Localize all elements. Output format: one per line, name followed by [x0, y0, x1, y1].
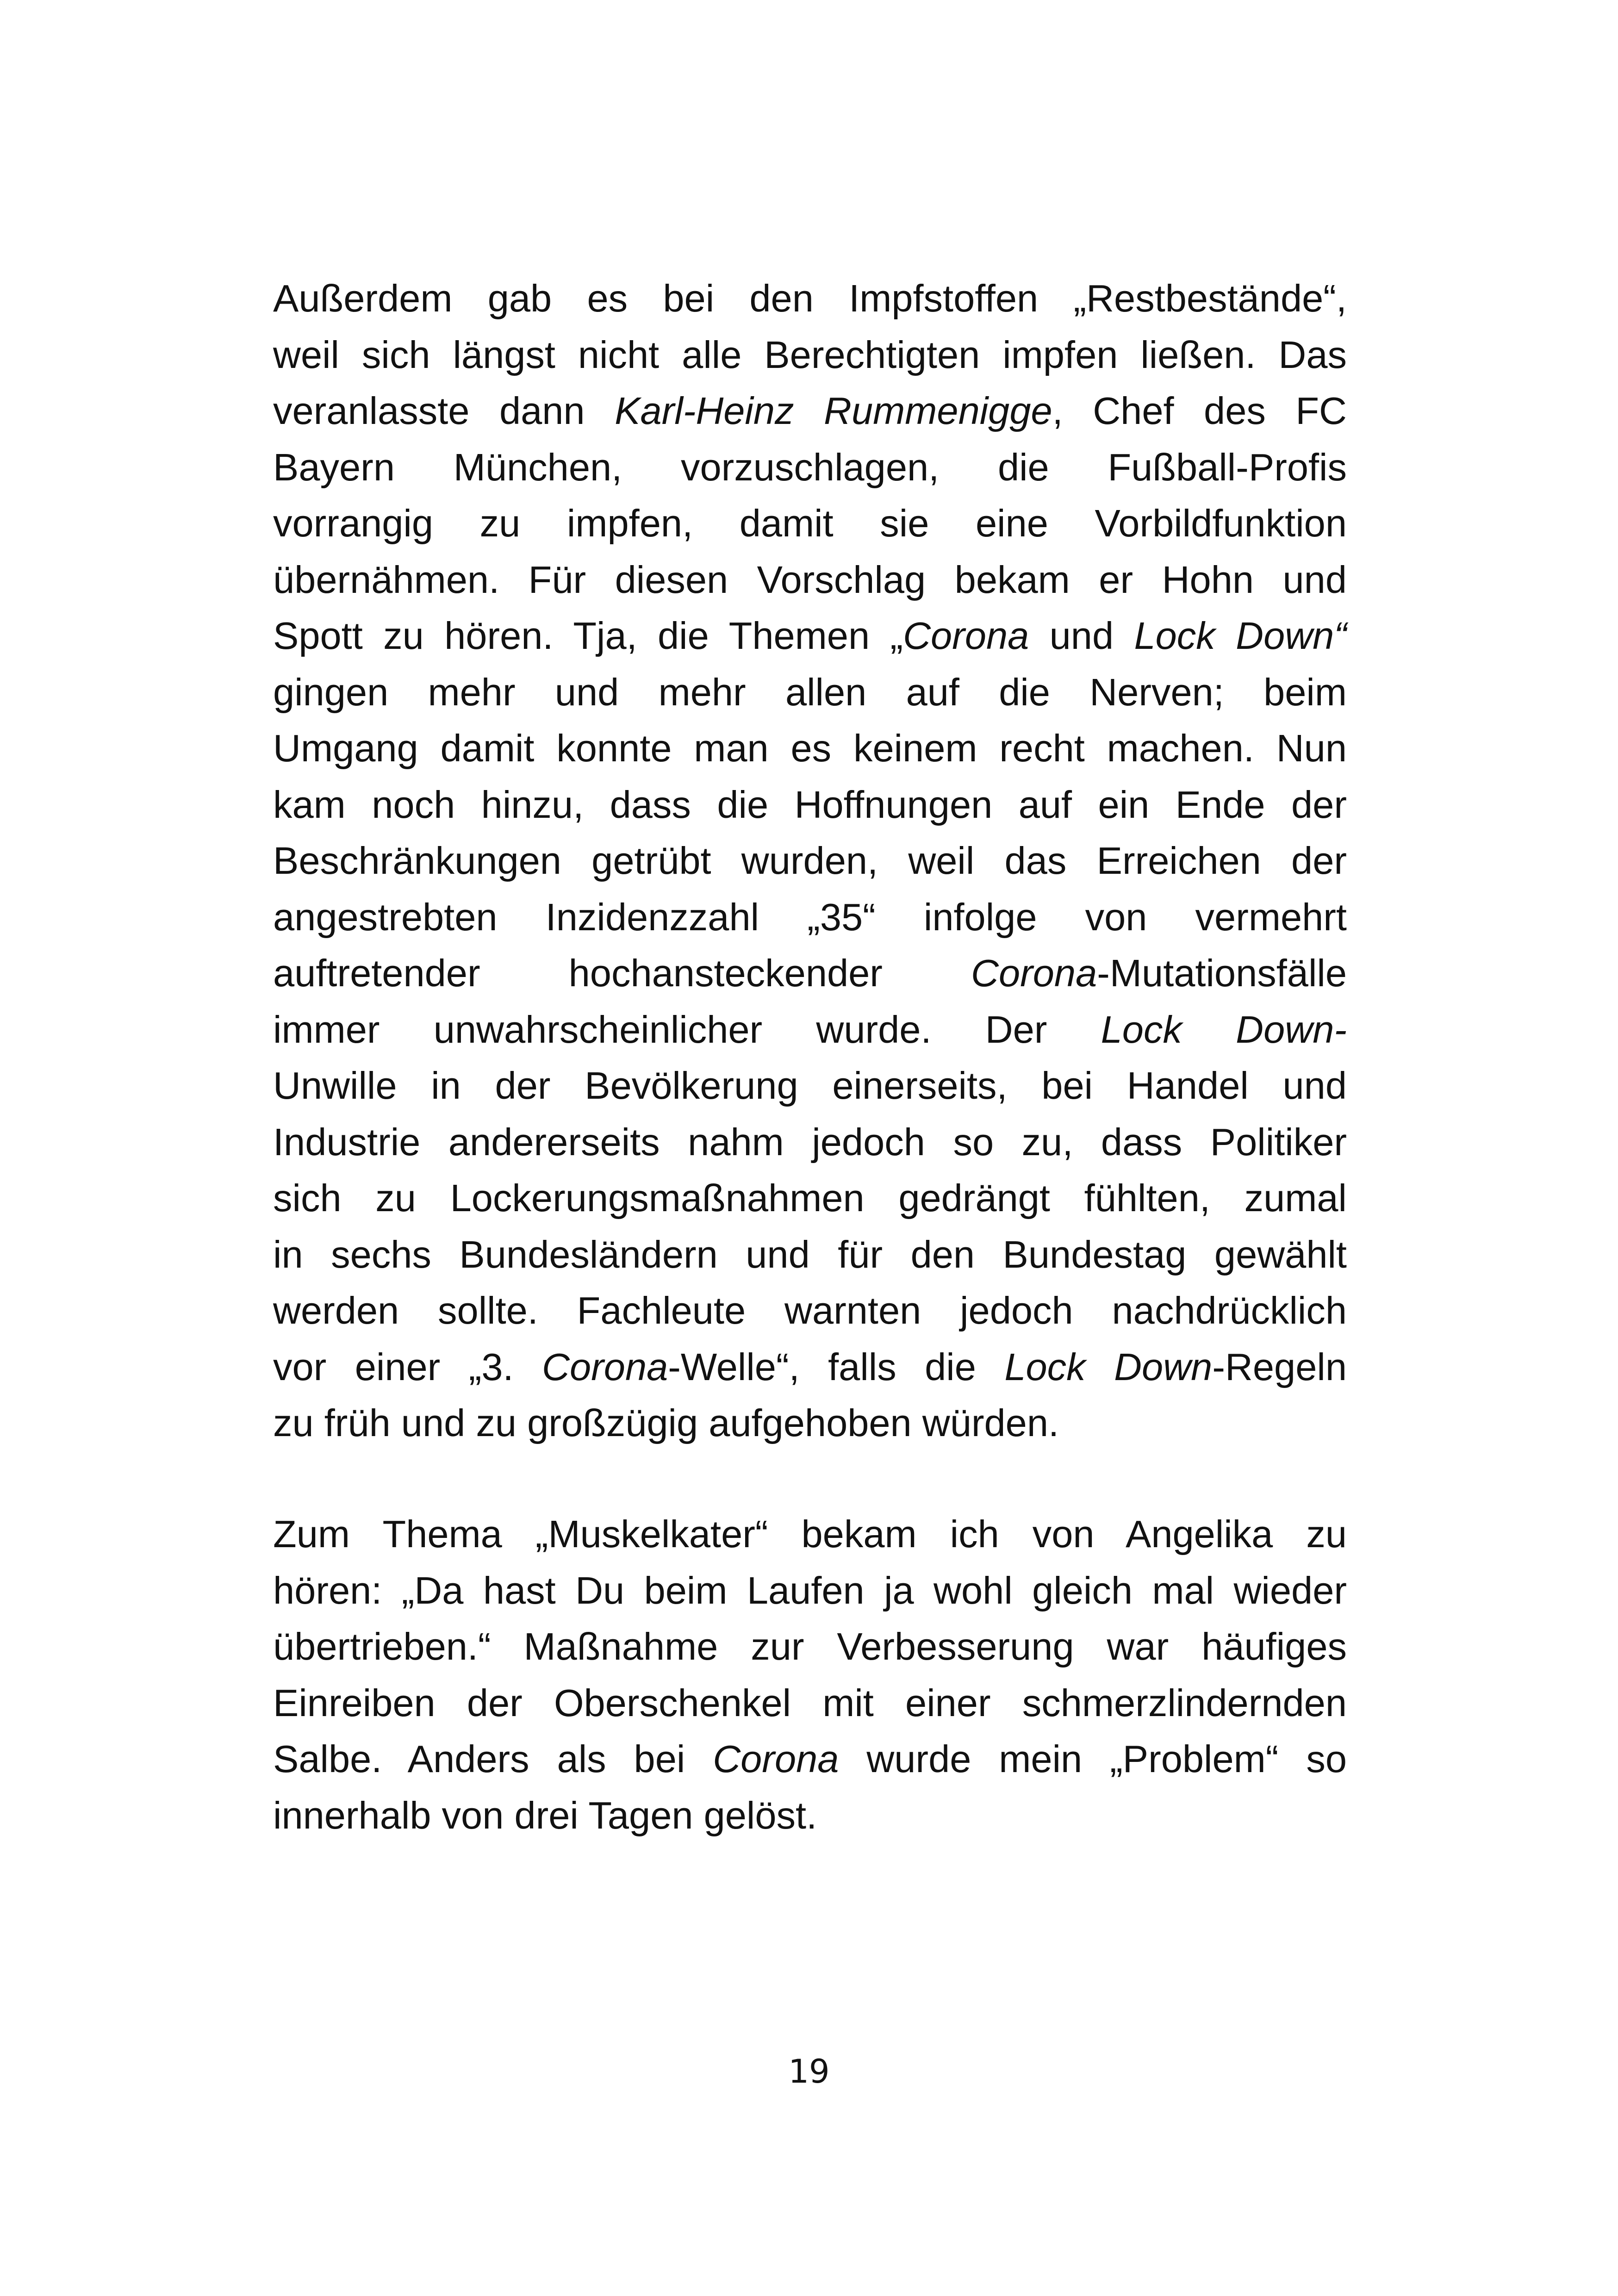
text-line [273, 495, 1347, 552]
text-run: hören: „Da hast Du beim Laufen ja wohl gleich mal wieder [273, 1568, 1347, 1612]
text-line [273, 720, 1347, 777]
text-line [273, 664, 1347, 721]
text-run: in sechs Bundesländern und für den Bundestag gewählt [273, 1232, 1347, 1276]
text-run: Spott zu hören. Tja, die Themen „ [273, 614, 903, 657]
text-line [273, 1058, 1347, 1114]
text-line [273, 1226, 1347, 1283]
text-line [273, 552, 1347, 608]
paragraph-2 [273, 1506, 1347, 1843]
text-run: kam noch hinzu, dass die Hoffnungen auf ein Ende der [273, 783, 1347, 826]
text-run: -Mutationsfälle [1097, 952, 1347, 995]
italic-text: Corona [542, 1345, 668, 1388]
page-number: 19 [788, 2053, 830, 2091]
text-run: vor einer „3. [273, 1345, 542, 1388]
text-run: wurde mein „Problem“ so [839, 1737, 1347, 1780]
text-line [273, 270, 1347, 327]
text-line [273, 608, 1347, 664]
italic-text: Corona [971, 952, 1097, 995]
text-run: gingen mehr und mehr allen auf die Nerven; beim [273, 670, 1347, 714]
text-run: Außerdem gab es bei den Impfstoffen „Restbestände“, [273, 277, 1347, 320]
text-line [273, 833, 1347, 889]
text-run: werden sollte. Fachleute warnten jedoch nachdrücklich [273, 1289, 1347, 1332]
text-line [273, 1395, 1347, 1451]
italic-text: Lock Down- [1101, 1008, 1347, 1051]
text-run: , Chef des FC [1052, 389, 1347, 432]
text-run: sich zu Lockerungsmaßnahmen gedrängt fühlten, zumal [273, 1176, 1347, 1220]
text-line [273, 1170, 1347, 1226]
text-run: übernähmen. Für diesen Vorschlag bekam er Hohn und [273, 558, 1347, 601]
text-line [273, 945, 1347, 1002]
text-run: angestrebten Inzidenzzahl „35“ infolge von vermehrt [273, 895, 1347, 939]
text-run: -Regeln [1212, 1345, 1347, 1388]
text-run: vorrangig zu impfen, damit sie eine Vorbildfunktion [273, 502, 1347, 545]
text-line [273, 383, 1347, 439]
text-line [273, 1339, 1347, 1395]
text-run: übertrieben.“ Maßnahme zur Verbesserung war häufiges [273, 1625, 1347, 1668]
text-line [273, 1675, 1347, 1731]
text-run: Salbe. Anders als bei [273, 1737, 713, 1780]
text-run: Beschränkungen getrübt wurden, weil das Erreichen der [273, 839, 1347, 882]
text-run: immer unwahrscheinlicher wurde. Der [273, 1008, 1101, 1051]
text-line [273, 1731, 1347, 1787]
text-line [273, 327, 1347, 383]
text-line [273, 439, 1347, 496]
italic-text: Corona [713, 1737, 839, 1780]
text-line [273, 1562, 1347, 1619]
text-line [273, 777, 1347, 833]
paragraph-1 [273, 270, 1347, 1451]
text-line [273, 1787, 1347, 1844]
text-run: auftretender hochansteckender [273, 952, 971, 995]
text-line [273, 889, 1347, 946]
text-run: Industrie andererseits nahm jedoch so zu, dass Politiker [273, 1120, 1347, 1164]
text-line [273, 1282, 1347, 1339]
text-run: zu früh und zu großzügig aufgehoben würden. [273, 1401, 1059, 1444]
text-run: Unwille in der Bevölkerung einerseits, bei Handel und [273, 1064, 1347, 1107]
text-run: weil sich längst nicht alle Berechtigten impfen ließen. Das [273, 333, 1347, 376]
text-run: veranlasste dann [273, 389, 615, 432]
text-line [273, 1506, 1347, 1562]
italic-text: Corona [903, 614, 1029, 657]
text-run: -Welle“, falls die [668, 1345, 1005, 1388]
text-line [273, 1114, 1347, 1170]
text-run: Einreiben der Oberschenkel mit einer schmerzlindernden [273, 1681, 1347, 1724]
text-run: Zum Thema „Muskelkater“ bekam ich von Angelika zu [273, 1512, 1347, 1556]
text-run: Bayern München, vorzuschlagen, die Fußball-Profis [273, 445, 1347, 489]
italic-text: Karl-Heinz Rummenigge [615, 389, 1052, 432]
text-line [273, 1002, 1347, 1058]
text-run: Umgang damit konnte man es keinem recht machen. Nun [273, 727, 1347, 770]
italic-text: Lock Down“ [1134, 614, 1347, 657]
text-run: und [1029, 614, 1134, 657]
text-run: innerhalb von drei Tagen gelöst. [273, 1793, 817, 1837]
italic-text: Lock Down [1004, 1345, 1213, 1388]
text-line [273, 1618, 1347, 1675]
